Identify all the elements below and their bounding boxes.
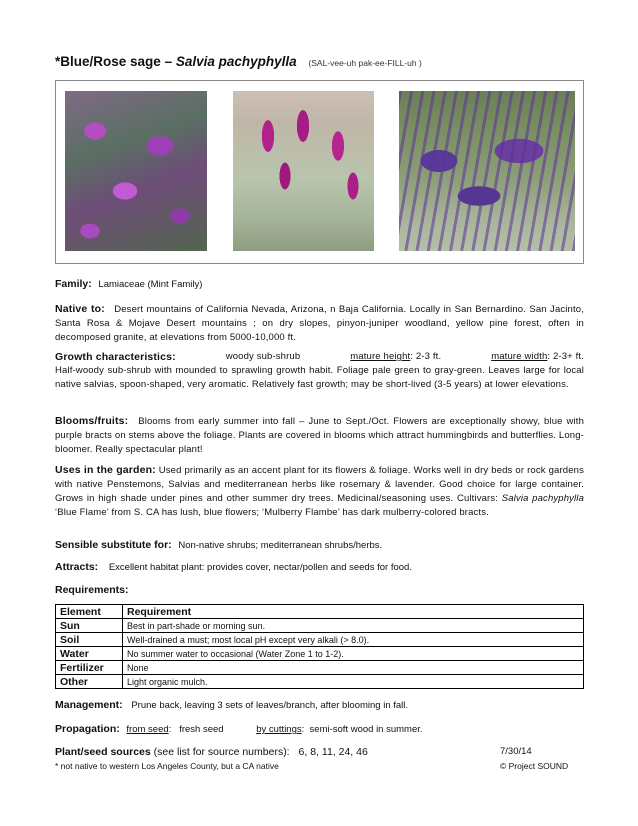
substitute-value: Non-native shrubs; mediterranean shrubs/herbs. — [178, 540, 383, 551]
requirements-label: Requirements: — [55, 584, 129, 596]
uses-cultivar-name: Salvia pachyphylla — [501, 493, 585, 504]
uses-label: Uses in the garden: — [55, 464, 156, 476]
sources-line — [55, 745, 584, 759]
latin-name: Salvia pachyphylla — [175, 54, 297, 69]
mature-height — [350, 350, 441, 364]
row-element: Fertilizer — [56, 661, 123, 675]
table-row — [56, 647, 584, 661]
management-section — [55, 698, 584, 713]
growth-text: Half-woody sub-shrub with mounded to sprawling growth habit. Foliage pale green to gray-green. Leaves large for local native salvias, spoon-shaped, very aromatic. Relatively fast growth; may be short-lived (3-5 years) at lower elevations. — [55, 365, 584, 390]
table-row — [56, 633, 584, 647]
row-element: Soil — [56, 633, 123, 647]
uses-text-b: ‘Blue Flame’ from S. CA has lush, blue flowers; ‘Mulberry Flambe’ has dark mulberry-colored bracts. — [55, 507, 489, 518]
requirements-header-row — [56, 605, 584, 619]
row-element: Sun — [56, 619, 123, 633]
pronunciation: (SAL-vee-uh pak-ee-FILL-uh ) — [308, 58, 422, 68]
cutting-value: : semi-soft wood in summer. — [301, 724, 423, 735]
mature-width-value: : 2-3+ ft. — [547, 351, 584, 362]
substitute-label: Sensible substitute for: — [55, 539, 172, 551]
page-title — [55, 54, 422, 69]
table-row — [56, 675, 584, 689]
blooms-label: Blooms/fruits: — [55, 415, 129, 427]
row-value: Well-drained a must; most local pH except very alkali (> 8.0). — [123, 633, 584, 647]
sources-value: 6, 8, 11, 24, 46 — [298, 746, 368, 758]
family-label: Family: — [55, 278, 92, 290]
photo-gallery — [55, 80, 584, 264]
family-value: Lamiaceae (Mint Family) — [98, 279, 203, 290]
management-value: Prune back, leaving 3 sets of leaves/branch, after blooming in fall. — [131, 700, 409, 711]
mature-width — [491, 350, 584, 364]
uses-section — [55, 463, 584, 520]
common-name: *Blue/Rose sage — [55, 54, 161, 69]
mature-width-label: mature width — [491, 351, 548, 362]
attracts-value: Excellent habitat plant: provides cover, nectar/pollen and seeds for food. — [108, 562, 412, 573]
row-element: Water — [56, 647, 123, 661]
title-dash: – — [164, 54, 173, 69]
copyright-text: © Project SOUND — [500, 761, 569, 771]
growth-type: woody sub-shrub — [225, 351, 301, 362]
sources-label: Plant/seed sources — [55, 746, 151, 758]
photo-landscape-shrubs — [399, 91, 575, 251]
substitute-section — [55, 538, 584, 553]
growth-label: Growth characteristics: — [55, 351, 176, 363]
header-requirement: Requirement — [123, 605, 584, 619]
footnote-line — [55, 760, 584, 772]
row-value: Best in part-shade or morning sun. — [123, 619, 584, 633]
photo-rose-bracts — [233, 91, 374, 251]
row-element: Other — [56, 675, 123, 689]
seed-label: from seed — [126, 724, 169, 735]
table-row — [56, 661, 584, 675]
table-row — [56, 619, 584, 633]
native-label: Native to: — [55, 303, 105, 315]
row-value: Light organic mulch. — [123, 675, 584, 689]
requirements-table — [55, 604, 584, 689]
cutting-label: by cuttings — [256, 724, 302, 735]
footnote-text: * not native to western Los Angeles County, but a CA native — [55, 761, 279, 771]
sheet-date: 7/30/14 — [500, 746, 532, 757]
blooms-section — [55, 414, 584, 457]
sources-note: (see list for source numbers): — [153, 746, 290, 758]
attracts-label: Attracts: — [55, 561, 99, 573]
family-section — [55, 277, 584, 292]
seed-value: : fresh seed — [168, 724, 224, 735]
header-element: Element — [56, 605, 123, 619]
uses-text-a: Used primarily as an accent plant for its flowers & foliage. Works well in dry beds or rock gardens with native Penstemons, Salvias and mediterranean herbs like rosemary & lavender. Good choice for large container. Grows in high shade under pines and other summer dry trees. Medicinal/seasoning uses. Cultivars: — [55, 465, 584, 504]
growth-section — [55, 350, 584, 392]
mature-height-value: : 2-3 ft. — [410, 351, 442, 362]
native-section — [55, 302, 584, 345]
native-text: Desert mountains of California Nevada, Arizona, n Baja California. Locally in San Bernardino. San Jacinto, Santa Rosa & Mojave Desert mountains ; on dry slopes, pinyon-juniper woodland, yellow pine forest, often in decomposed granite, at elevations from 5000-10,000 ft. — [55, 304, 584, 343]
attracts-section — [55, 560, 584, 575]
requirements-section — [55, 583, 584, 598]
blooms-text: Blooms from early summer into fall – June to Sept./Oct. Flowers are exceptionally showy, blue with purple bracts on stems above the foliage. Plants are covered in blooms which attract hummingbirds and butterflies. Long-bloomer. Really spectacular plant! — [55, 416, 585, 455]
photo-closeup-flowers — [65, 91, 207, 251]
management-label: Management: — [55, 699, 123, 711]
row-value: No summer water to occasional (Water Zone 1 to 1-2). — [123, 647, 584, 661]
mature-height-label: mature height — [350, 351, 411, 362]
propagation-section — [55, 722, 584, 737]
propagation-label: Propagation: — [55, 723, 120, 735]
growth-header-line — [55, 350, 584, 364]
row-value: None — [123, 661, 584, 675]
